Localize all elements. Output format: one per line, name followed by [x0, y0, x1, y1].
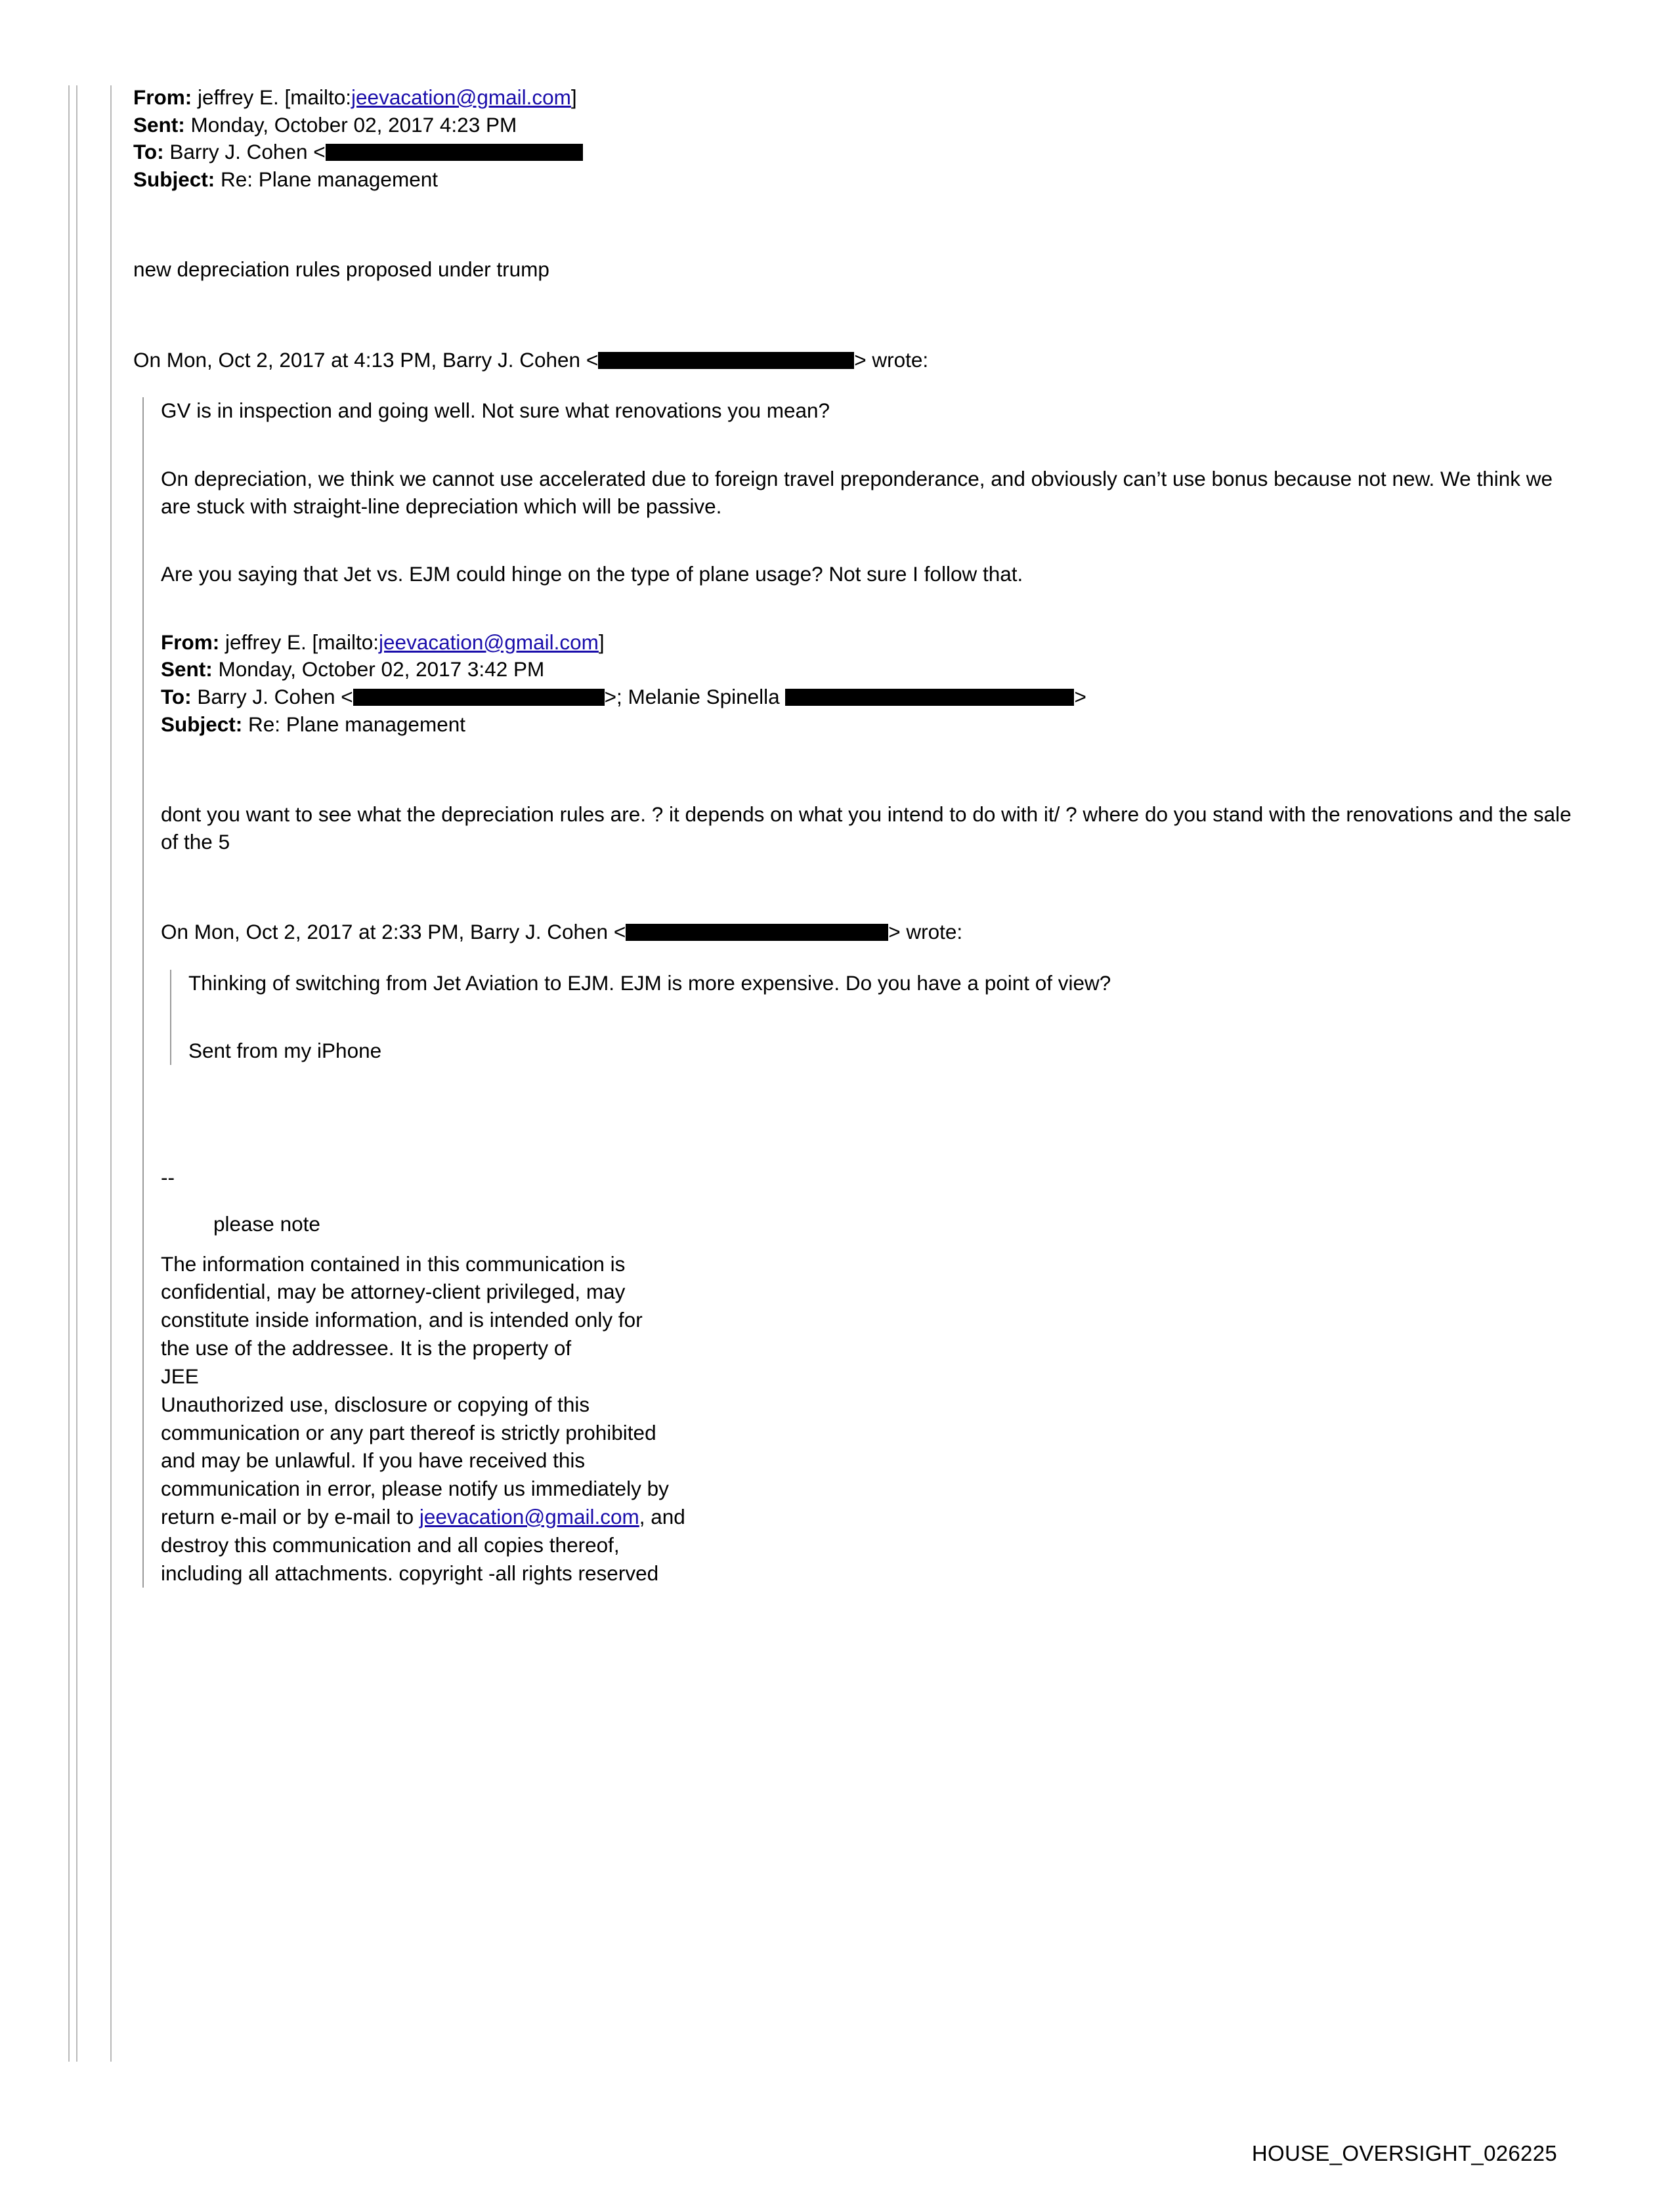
- email2-from-label: From:: [161, 630, 220, 654]
- redaction-bar: [598, 352, 854, 369]
- email2-to-label: To:: [161, 684, 192, 708]
- email-header-2: [161, 629, 1604, 738]
- signature-line-10-before: return e-mail or by e-mail to: [161, 1505, 419, 1529]
- reply1-paragraph-2: On depreciation, we think we cannot use accelerated due to foreign travel preponderance, and obviously can’t use bonus because not new. We think we are stuck with straight-line depreciation which will be passive.: [161, 467, 1553, 518]
- signature-line-10-after: , and: [639, 1505, 685, 1529]
- email2-from-line: [161, 629, 1604, 657]
- redaction-bar: [353, 689, 605, 706]
- email1-body: new depreciation rules proposed under trump: [133, 257, 549, 282]
- margin-rule-line: [110, 85, 112, 2062]
- email1-from-line: [133, 84, 1604, 112]
- signature-line-4: the use of the addressee. It is the property of: [161, 1336, 572, 1360]
- reply2-paragraph-2: Sent from my iPhone: [188, 1039, 382, 1063]
- reply2-intro: [161, 919, 1604, 946]
- reply1-quoted-block: [142, 397, 1604, 1587]
- email1-from-label: From:: [133, 85, 192, 109]
- signature-line-7: communication or any part thereof is strictly prohibited: [161, 1420, 656, 1444]
- redaction-bar: [626, 924, 888, 941]
- email2-from-email-link[interactable]: jeevacation@gmail.com: [379, 630, 599, 654]
- signature-block: [161, 1163, 896, 1588]
- signature-line-11: destroy this communication and all copies thereof,: [161, 1532, 620, 1557]
- email2-sent-value: Monday, October 02, 2017 3:42 PM: [218, 657, 545, 682]
- signature-line-2: confidential, may be attorney-client privileged, may: [161, 1280, 626, 1304]
- email1-sent-line: [133, 112, 1604, 139]
- email2-body: dont you want to see what the depreciation rules are. ? it depends on what you intend to do with it/ ? where do you stand with the renovations and the sale of the 5: [161, 802, 1572, 854]
- email2-sent-label: Sent:: [161, 657, 213, 682]
- reply2-quoted-block: [170, 970, 1604, 1065]
- signature-line-3: constitute inside information, and is intended only for: [161, 1308, 643, 1332]
- email2-to-value-3: >: [1074, 684, 1086, 708]
- email2-to-value-2: >; Melanie Spinella: [604, 684, 786, 708]
- email2-to-value-1: Barry J. Cohen <: [197, 684, 353, 708]
- signature-dashes: --: [161, 1165, 175, 1189]
- email2-subject-value: Re: Plane management: [248, 712, 465, 736]
- email1-to-line: [133, 139, 1604, 166]
- redaction-bar: [785, 689, 1074, 706]
- email1-subject-label: Subject:: [133, 167, 215, 191]
- email1-from-email-link[interactable]: jeevacation@gmail.com: [351, 85, 571, 109]
- redaction-bar: [326, 144, 583, 161]
- reply2-paragraph-1: Thinking of switching from Jet Aviation to EJM. EJM is more expensive. Do you have a point of view?: [188, 970, 1111, 995]
- margin-rule-line: [76, 85, 77, 2062]
- email1-from-close: ]: [570, 85, 577, 109]
- email1-to-label: To:: [133, 140, 164, 164]
- reply2-intro-before: On Mon, Oct 2, 2017 at 2:33 PM, Barry J. Cohen <: [161, 920, 626, 944]
- signature-line-9: communication in error, please notify us immediately by: [161, 1477, 669, 1501]
- email2-subject-label: Subject:: [161, 712, 243, 736]
- signature-please-note: please note: [213, 1211, 320, 1236]
- bates-stamp: HOUSE_OVERSIGHT_026225: [1251, 2141, 1557, 2165]
- reply1-paragraph-3: Are you saying that Jet vs. EJM could hinge on the type of plane usage? Not sure I follow that.: [161, 562, 1023, 586]
- email2-from-close: ]: [598, 630, 605, 654]
- email-thread-body: [133, 84, 1604, 1588]
- email2-to-line: [161, 683, 1604, 711]
- signature-line-10: [161, 1503, 896, 1531]
- signature-line-6: Unauthorized use, disclosure or copying of this: [161, 1392, 590, 1416]
- margin-rule-line: [68, 85, 70, 2062]
- reply1-intro-before: On Mon, Oct 2, 2017 at 4:13 PM, Barry J. Cohen <: [133, 347, 599, 372]
- email1-subject-value: Re: Plane management: [221, 167, 438, 191]
- signature-line-12: including all attachments. copyright -all rights reserved: [161, 1561, 659, 1585]
- email1-to-value: Barry J. Cohen <: [169, 140, 326, 164]
- signature-email-link[interactable]: jeevacation@gmail.com: [419, 1505, 639, 1529]
- email2-from-name: jeffrey E. [mailto:: [225, 630, 379, 654]
- reply1-intro-after: > wrote:: [854, 347, 929, 372]
- signature-line-1: The information contained in this communication is: [161, 1251, 626, 1276]
- signature-line-5: JEE: [161, 1364, 199, 1388]
- reply1-paragraph-1: GV is in inspection and going well. Not sure what renovations you mean?: [161, 399, 830, 423]
- email1-from-name: jeffrey E. [mailto:: [198, 85, 352, 109]
- email1-sent-value: Monday, October 02, 2017 4:23 PM: [190, 112, 517, 137]
- signature-line-8: and may be unlawful. If you have received this: [161, 1448, 586, 1473]
- email1-subject-line: [133, 166, 1604, 194]
- email-header-1: [133, 84, 1604, 193]
- reply2-intro-after: > wrote:: [888, 920, 963, 944]
- email1-sent-label: Sent:: [133, 112, 185, 137]
- email2-sent-line: [161, 656, 1604, 683]
- email2-subject-line: [161, 711, 1604, 739]
- reply1-intro: [133, 347, 1604, 374]
